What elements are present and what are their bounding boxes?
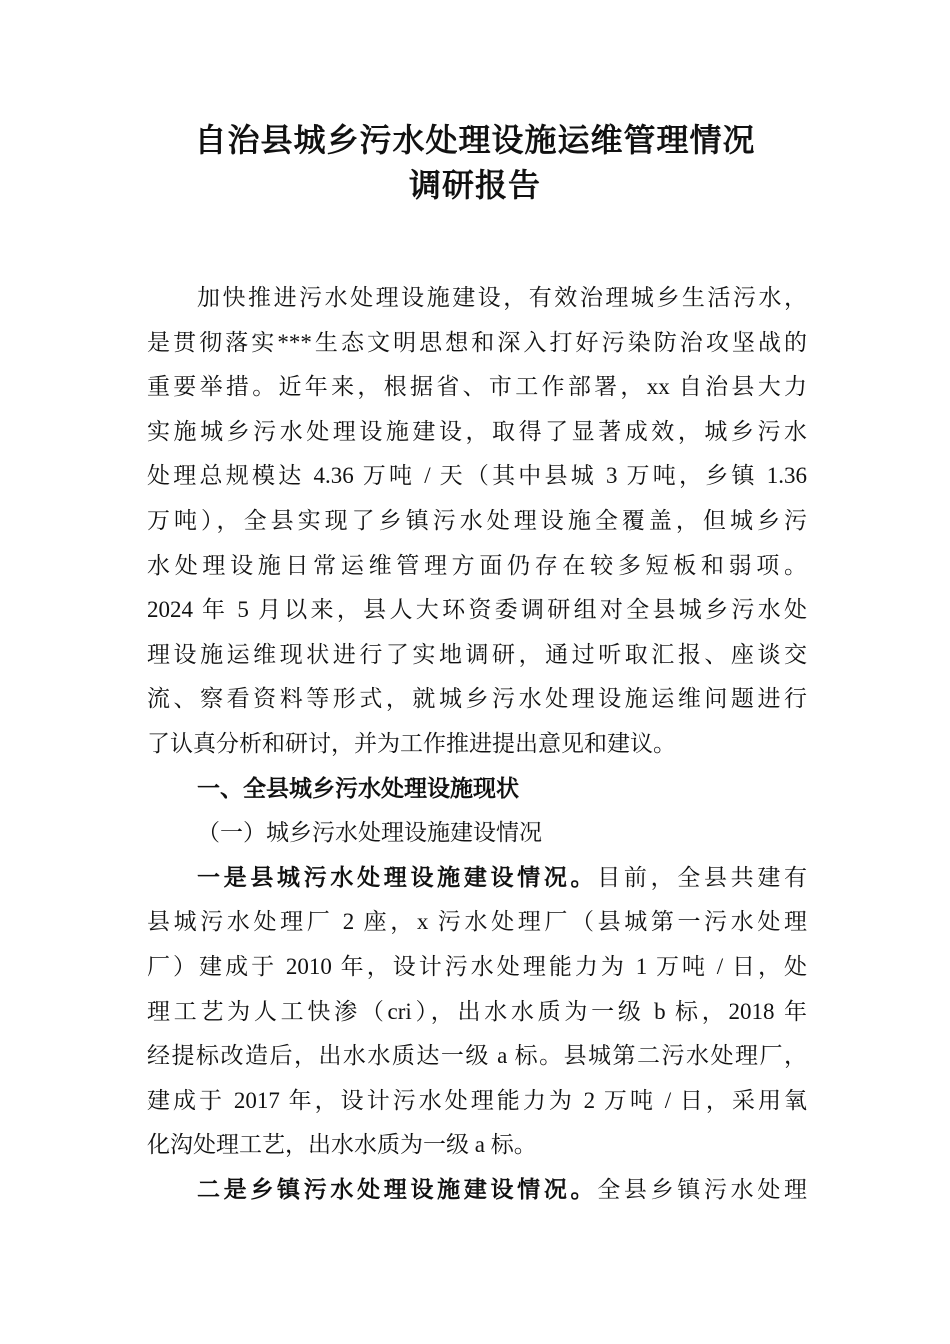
line-text: （一）城乡污水处理设施建设情况 <box>197 820 542 846</box>
line-text: 是贯彻落实***生态文明思想和深入打好污染防治攻坚战的 <box>147 329 807 355</box>
text-line <box>147 588 807 633</box>
text-line <box>147 365 807 410</box>
text-line <box>147 677 807 722</box>
document-title: 自治县城乡污水处理设施运维管理情况 <box>194 122 756 158</box>
line-text: 处理总规模达 4.36 万吨 / 天（其中县城 3 万吨，乡镇 1.36 <box>147 463 807 489</box>
line-text: 理工艺为人工快渗（cri），出水水质为一级 b 标，2018 年 <box>147 998 807 1024</box>
text-line <box>147 945 807 990</box>
line-text: 厂）建成于 2010 年，设计污水处理能力为 1 万吨 / 日，处 <box>147 953 807 979</box>
document-body <box>147 276 807 1212</box>
line-text: 加快推进污水处理设施建设，有效治理城乡生活污水， <box>197 285 807 310</box>
text-line <box>147 544 807 589</box>
line-text: 万吨），全县实现了乡镇污水处理设施全覆盖，但城乡污 <box>147 507 807 533</box>
text-line <box>147 454 807 499</box>
document-subtitle: 调研报告 <box>408 167 541 203</box>
text-line <box>147 722 807 767</box>
line-text: 目前，全县共建有 <box>597 864 808 890</box>
line-text: 了认真分析和研讨，并为工作推进提出意见和建议。 <box>147 730 676 756</box>
line-text: 重要举措。近年来，根据省、市工作部署，xx 自治县大力 <box>147 374 807 400</box>
line-text: 化沟处理工艺，出水水质为一级 a 标。 <box>147 1132 537 1158</box>
line-text: 实施城乡污水处理设施建设，取得了显著成效，城乡污水 <box>147 418 807 444</box>
text-line <box>147 811 807 856</box>
line-text: 全县乡镇污水处理 <box>597 1176 808 1202</box>
text-line <box>147 1168 807 1213</box>
text-line <box>147 276 807 321</box>
text-line <box>147 321 807 366</box>
text-line <box>147 633 807 678</box>
bold-heading-text: 二是乡镇污水处理设施建设情况。 <box>197 1176 598 1202</box>
text-line <box>147 499 807 544</box>
text-line <box>147 1034 807 1079</box>
line-text: 建成于 2017 年，设计污水处理能力为 2 万吨 / 日，采用氧 <box>147 1087 807 1113</box>
line-text: 经提标改造后，出水水质达一级 a 标。县城第二污水处理厂， <box>147 1043 807 1069</box>
line-text: 理设施运维现状进行了实地调研，通过听取汇报、座谈交 <box>147 641 807 667</box>
bold-heading-text: 一是县城污水处理设施建设情况。 <box>197 864 598 890</box>
text-line <box>147 1079 807 1124</box>
text-line <box>147 767 807 812</box>
text-line <box>147 1123 807 1168</box>
text-line <box>147 410 807 455</box>
text-line <box>147 856 807 901</box>
text-line <box>147 900 807 945</box>
line-text: 流、察看资料等形式，就城乡污水处理设施运维问题进行 <box>147 686 807 712</box>
line-text: 水处理设施日常运维管理方面仍存在较多短板和弱项。 <box>147 552 807 578</box>
line-text: 县城污水处理厂 2 座，x 污水处理厂（县城第一污水处理 <box>147 909 807 935</box>
text-line <box>147 990 807 1035</box>
bold-heading-text: 一、全县城乡污水处理设施现状 <box>197 775 519 801</box>
line-text: 2024 年 5 月以来，县人大环资委调研组对全县城乡污水处 <box>147 597 807 623</box>
